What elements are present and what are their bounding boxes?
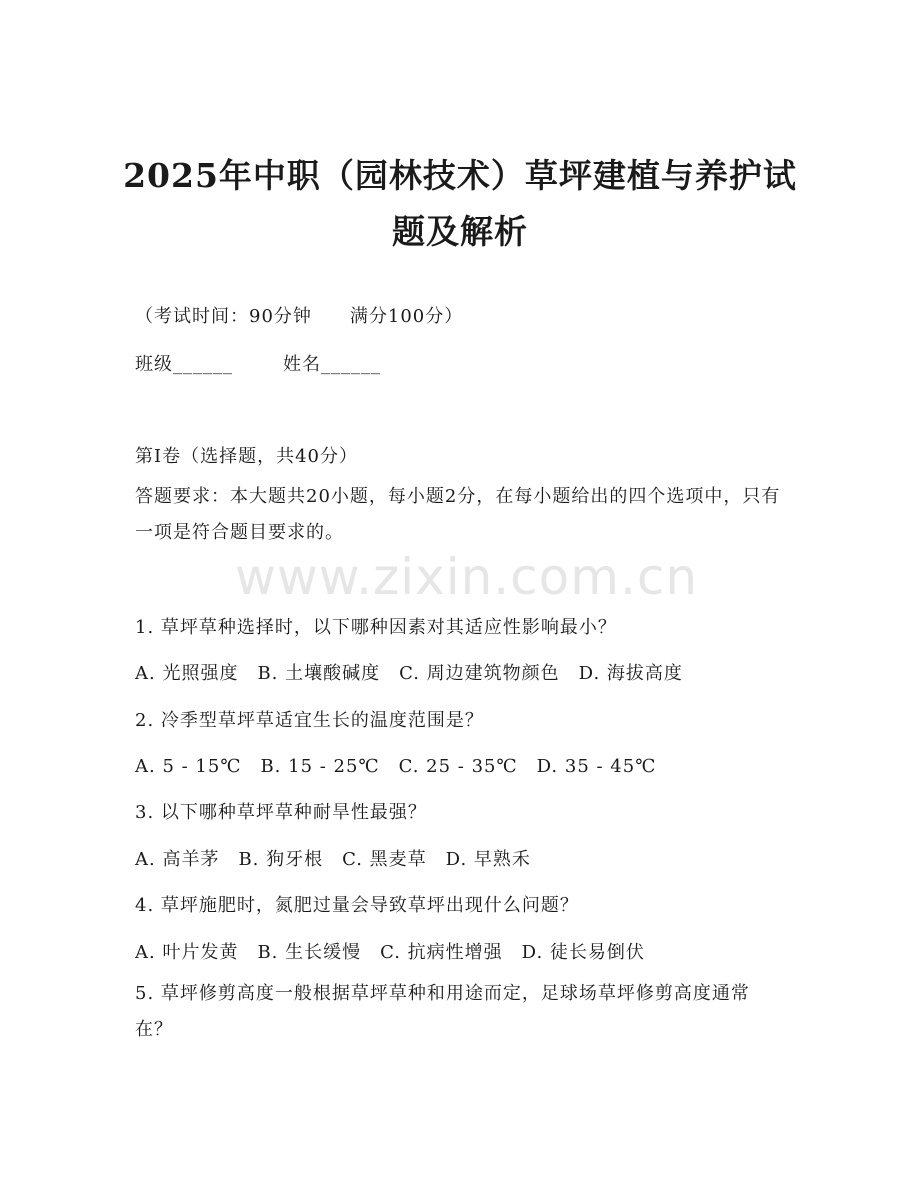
section-title: 第Ⅰ卷（选择题，共40分）	[135, 446, 359, 467]
class-field: 班级______	[135, 354, 233, 375]
exam-info: （考试时间：90分钟 满分100分）	[135, 306, 464, 327]
name-field: 姓名______	[283, 354, 381, 375]
question-3-options: A. 高羊茅 B. 狗牙根 C. 黑麦草 D. 早熟禾	[135, 849, 531, 870]
question-2-options: A. 5 - 15℃ B. 15 - 25℃ C. 25 - 35℃ D. 35 - 45℃	[135, 756, 657, 777]
question-4-options: A. 叶片发黄 B. 生长缓慢 C. 抗病性增强 D. 徒长易倒伏	[135, 942, 645, 963]
page-title: 2025年中职（园林技术）草坪建植与养护试题及解析	[123, 156, 797, 251]
question-5: 5. 草坪修剪高度一般根据草坪草种和用途而定，足球场草坪修剪高度通常在？	[135, 983, 750, 1040]
question-1-options: A. 光照强度 B. 土壤酸碱度 C. 周边建筑物颜色 D. 海拔高度	[135, 663, 683, 684]
watermark: www.zixin.com.cn	[235, 548, 699, 606]
question-2: 2. 冷季型草坪草适宜生长的温度范围是？	[135, 710, 484, 731]
question-4: 4. 草坪施肥时，氮肥过量会导致草坪出现什么问题？	[135, 895, 579, 916]
question-1: 1. 草坪草种选择时，以下哪种因素对其适应性影响最小？	[135, 617, 617, 638]
instructions: 答题要求：本大题共20小题，每小题2分，在每小题给出的四个选项中，只有一项是符合题目要求的。	[135, 486, 781, 543]
student-info	[135, 350, 381, 376]
question-3: 3. 以下哪种草坪草种耐旱性最强？	[135, 802, 427, 823]
